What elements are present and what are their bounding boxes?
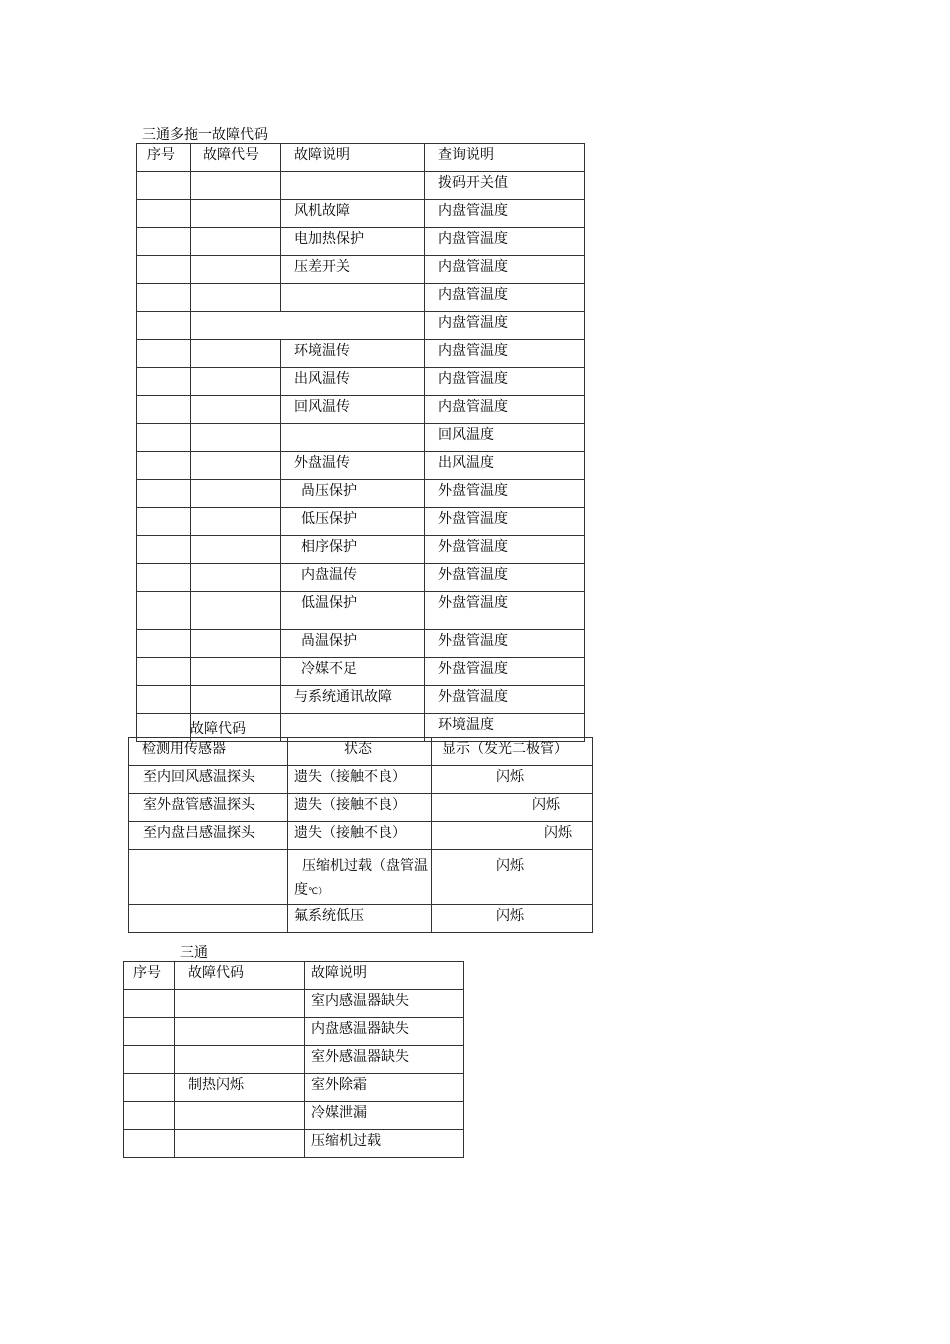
- table-row: 低压保护 外盘管温度: [137, 508, 585, 536]
- table-row: 压缩机过载（盘管温度℃） 闪烁: [129, 850, 593, 905]
- table-row: 内盘感温器缺失: [124, 1018, 464, 1046]
- table-row: 拨码开关值: [137, 172, 585, 200]
- table2-caption: 故障代码: [190, 721, 246, 737]
- table-row: 外盘温传 出风温度: [137, 452, 585, 480]
- header-sensor: 检测用传感器: [129, 738, 288, 766]
- table-header-row: [129, 738, 593, 766]
- table-row: 室内感温器缺失: [124, 990, 464, 1018]
- header-index: 序号: [124, 962, 175, 990]
- header-fault-description: 故障说明: [281, 144, 425, 172]
- header-index: 序号: [137, 144, 191, 172]
- fault-code-table-1: [136, 143, 585, 742]
- table-row: 内盘管温度: [137, 312, 585, 340]
- fault-code-table-3: [123, 961, 464, 1158]
- table-row: 压缩机过载: [124, 1130, 464, 1158]
- table-row: 出风温传 内盘管温度: [137, 368, 585, 396]
- table-row: 风机故障 内盘管温度: [137, 200, 585, 228]
- merged-cell: [191, 312, 425, 340]
- header-fault-code: 故障代号: [191, 144, 281, 172]
- fault-code-table-2: [128, 737, 593, 933]
- table-header-row: [137, 144, 585, 172]
- header-status: 状态: [288, 738, 432, 766]
- table-row: 回风温度: [137, 424, 585, 452]
- table-row: 电加热保护 内盘管温度: [137, 228, 585, 256]
- table-row: 回风温传 内盘管温度: [137, 396, 585, 424]
- table-row: 冷媒泄漏: [124, 1102, 464, 1130]
- table-row: 咼压保护 外盘管温度: [137, 480, 585, 508]
- table-row: 内盘管温度: [137, 284, 585, 312]
- table-row: 压差开关 内盘管温度: [137, 256, 585, 284]
- header-query-description: 查询说明: [425, 144, 585, 172]
- table-row: 相序保护 外盘管温度: [137, 536, 585, 564]
- table-row: 咼温保护 外盘管温度: [137, 630, 585, 658]
- table-row: 至内回风感温探头 遗失（接触不良） 闪烁: [129, 766, 593, 794]
- table-row: 环境温传 内盘管温度: [137, 340, 585, 368]
- table-row: 氟系统低压 闪烁: [129, 905, 593, 933]
- table-row: 冷媒不足 外盘管温度: [137, 658, 585, 686]
- table-row: 室外感温器缺失: [124, 1046, 464, 1074]
- header-led-display: 显示（发光二极管）: [432, 738, 593, 766]
- table-row: 环境温度: [137, 714, 585, 742]
- table-row: 内盘温传 外盘管温度: [137, 564, 585, 592]
- table-row: 制热闪烁 室外除霜: [124, 1074, 464, 1102]
- table3-caption: 三通: [180, 945, 208, 961]
- table-row: 与系统通讯故障 外盘管温度: [137, 686, 585, 714]
- table-row: 室外盘管感温探头 遗失（接触不良） 闪烁: [129, 794, 593, 822]
- table-row: 至内盘吕感温探头 遗失（接触不良） 闪烁: [129, 822, 593, 850]
- table-header-row: [124, 962, 464, 990]
- table1-caption: 三通多拖一故障代码: [142, 127, 268, 143]
- header-fault-code: 故障代码: [175, 962, 305, 990]
- table-row: 低温保护 外盘管温度: [137, 592, 585, 630]
- header-fault-description: 故障说明: [305, 962, 464, 990]
